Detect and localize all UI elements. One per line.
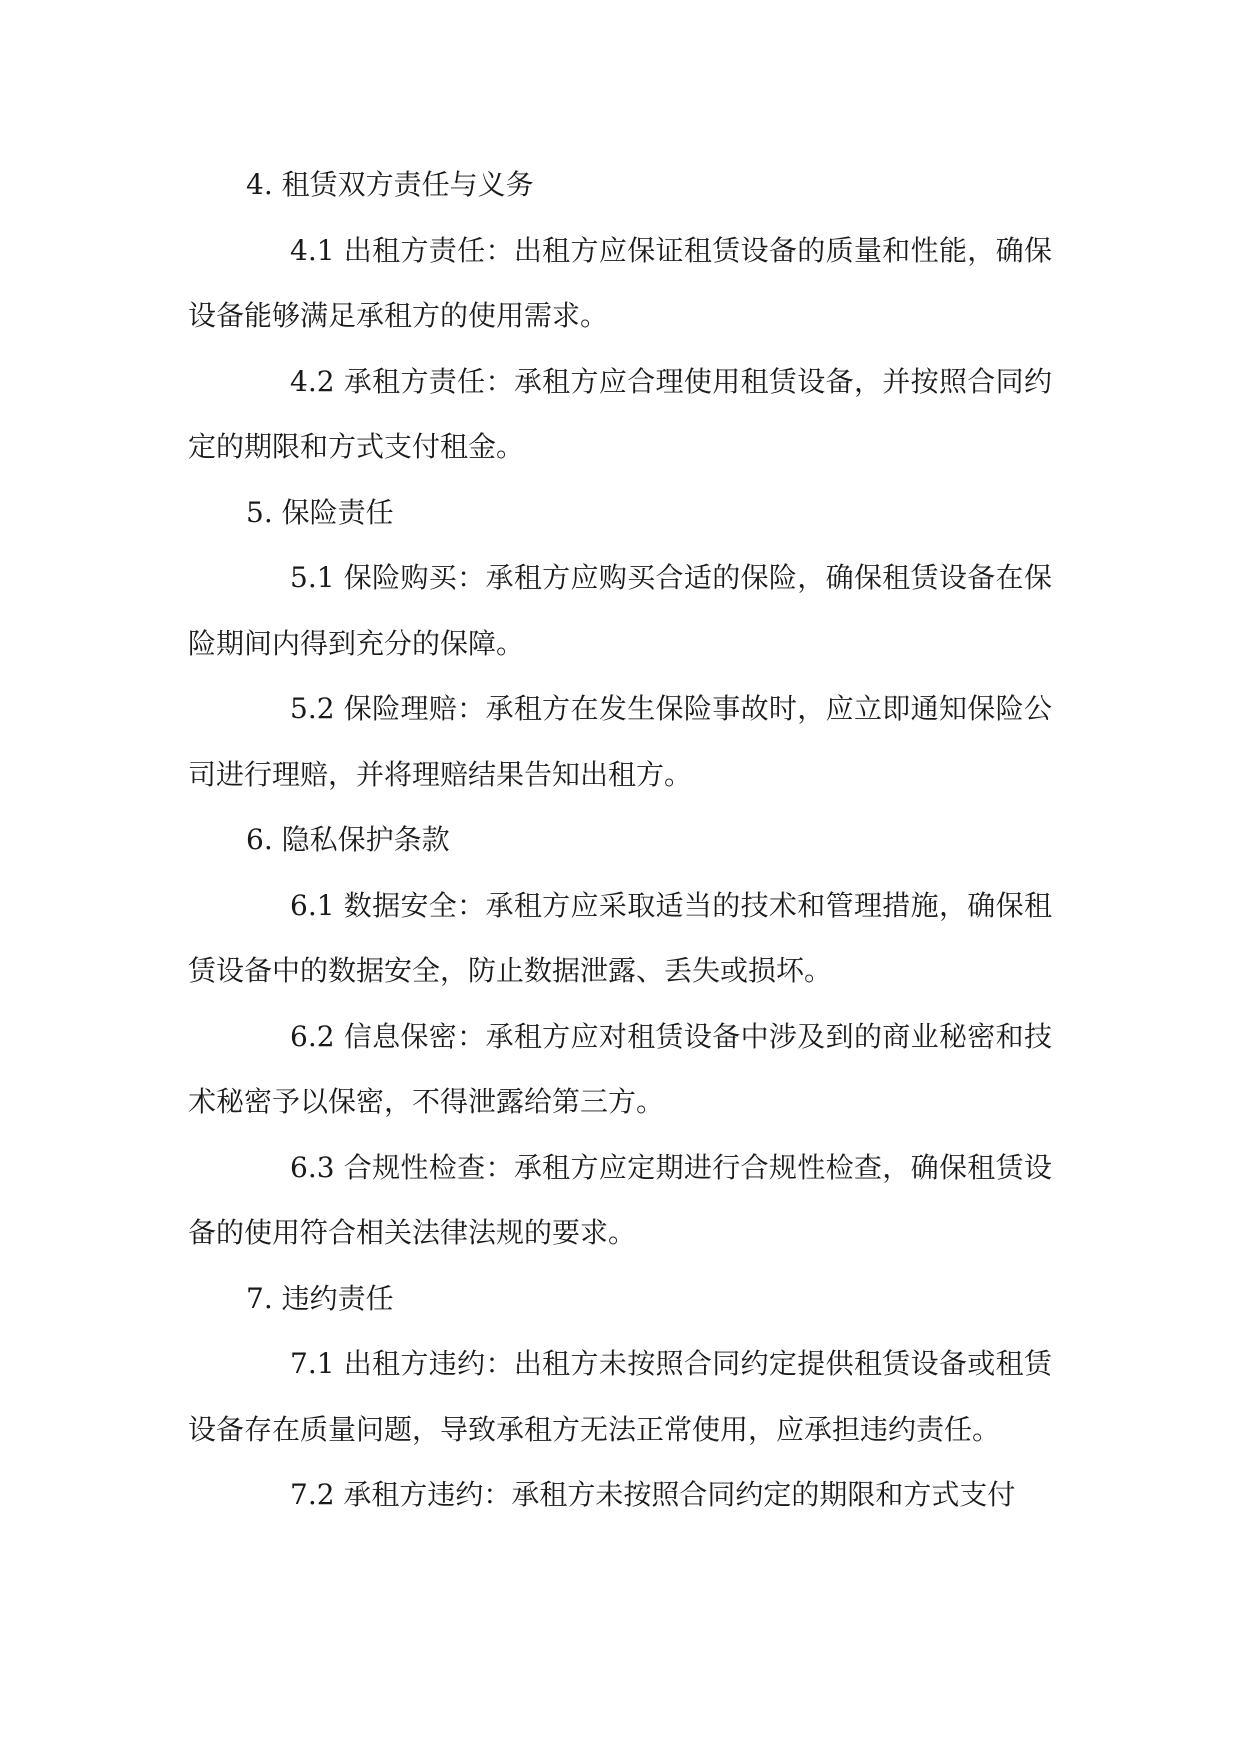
clause-6-2: 6.2 信息保密：承租方应对租赁设备中涉及到的商业秘密和技术秘密予以保密，不得泄露给第三方。 bbox=[188, 1019, 1052, 1118]
section-heading-4: 4. 租赁双方责任与义务 bbox=[246, 168, 534, 201]
section-heading-5: 5. 保险责任 bbox=[246, 495, 394, 529]
clause-7-1: 7.1 出租方违约：出租方未按照合同约定提供租赁设备或租赁设备存在质量问题，导致承租方无法正常使用，应承担违约责任。 bbox=[188, 1347, 1052, 1446]
clause-5-2: 5.2 保险理赔：承租方在发生保险事故时，应立即通知保险公司进行理赔，并将理赔结果告知出租方。 bbox=[188, 692, 1052, 791]
section-heading-6: 6. 隐私保护条款 bbox=[246, 823, 450, 856]
clause-4-1: 4.1 出租方责任：出租方应保证租赁设备的质量和性能，确保设备能够满足承租方的使用需求。 bbox=[188, 233, 1052, 332]
clause-5-1: 5.1 保险购买：承租方应购买合适的保险，确保租赁设备在保险期间内得到充分的保障。 bbox=[188, 561, 1052, 660]
document-body bbox=[188, 152, 1052, 1528]
clause-7-2: 7.2 承租方违约：承租方未按照合同约定的期限和方式支付 bbox=[290, 1478, 1016, 1511]
section-heading-7: 7. 违约责任 bbox=[246, 1281, 394, 1315]
clause-6-3: 6.3 合规性检查：承租方应定期进行合规性检查，确保租赁设备的使用符合相关法律法规的要求。 bbox=[188, 1150, 1052, 1249]
clause-4-2: 4.2 承租方责任：承租方应合理使用租赁设备，并按照合同约定的期限和方式支付租金。 bbox=[188, 364, 1052, 463]
clause-6-1: 6.1 数据安全：承租方应采取适当的技术和管理措施，确保租赁设备中的数据安全，防止数据泄露、丢失或损坏。 bbox=[188, 888, 1052, 987]
